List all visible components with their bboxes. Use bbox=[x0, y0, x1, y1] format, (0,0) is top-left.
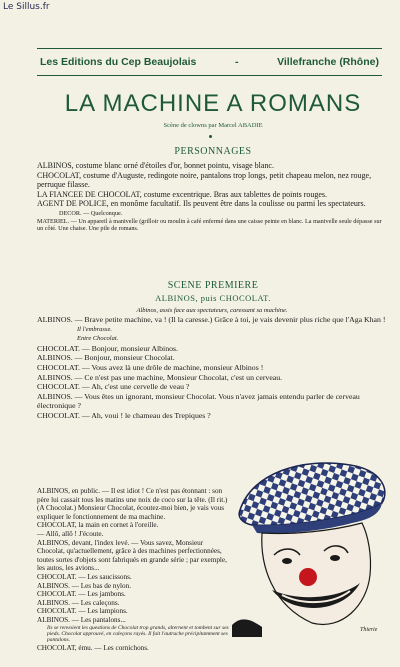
dialogue-line: ALBINOS, devant, l'index levé. — Vous savez, Monsieur Chocolat, qu'actuellement, grâce à des machines perfectionnées, toutes sortes d'objets sont fabriqués en grande série ; par exemple, les autos, les avions... bbox=[37, 538, 227, 573]
dialogue-line: ALBINOS. — Vous êtes un ignorant, monsieur Chocolat. Vous n'avez jamais entendu parler de cerveau électronique ? bbox=[37, 391, 360, 411]
dialogue-line: CHOCOLAT. — Ah, voui ! le chameau des Trepiques ? bbox=[37, 410, 211, 420]
dialogue-line: CHOCOLAT. — Les jambons. bbox=[37, 590, 126, 599]
banner-separator: - bbox=[234, 56, 239, 68]
character-entry: AGENT DE POLICE, en monôme facultatif. Ils peuvent être dans la coulisse ou parmi les spectateurs. bbox=[37, 199, 366, 208]
corner-label: Le Sillus.fr bbox=[3, 2, 50, 12]
dialogue-line: CHOCOLAT. — Les saucissons. bbox=[37, 572, 132, 581]
decor-line: DECOR. — Quelconque. bbox=[59, 209, 123, 217]
scene-characters: ALBINOS, puis CHOCOLAT. bbox=[155, 293, 271, 303]
dialogue-line: CHOCOLAT, la main en cornet à l'oreille. bbox=[37, 521, 159, 530]
dialogue-line: ALBINOS. — Les caleçons. bbox=[37, 598, 120, 607]
page-subtitle: Scène de clowns par Marcel ABADIE bbox=[163, 122, 263, 129]
artist-signature: Thierie bbox=[360, 627, 378, 633]
dialogue-line: — Allô, allô ! J'écoute. bbox=[37, 529, 104, 538]
dialogue-top bbox=[37, 307, 387, 421]
dialogue-line: CHOCOLAT. — Vous avez là une drôle de machine, monsieur Albinos ! bbox=[37, 362, 264, 372]
title-dot bbox=[209, 135, 212, 138]
dialogue-line: CHOCOLAT. — Les lampions. bbox=[37, 607, 128, 616]
dialogue-line: CHOCOLAT, ému. — Les cornichons. bbox=[37, 643, 149, 652]
dialogue-line: ALBINOS. — Les bas de nylon. bbox=[37, 581, 132, 590]
collar-left bbox=[232, 619, 262, 637]
eye-right bbox=[330, 555, 340, 561]
stage-direction: Il l'embrasse. bbox=[77, 325, 112, 333]
dialogue-line: ALBINOS. — Bonjour, monsieur Chocolat. bbox=[37, 353, 175, 363]
publisher-city: Villefranche (Rhône) bbox=[277, 56, 379, 68]
clown-illustration bbox=[232, 455, 392, 637]
publisher-name: Les Editions du Cep Beaujolais bbox=[40, 56, 197, 68]
stage-direction: Entre Chocolat. bbox=[77, 335, 119, 343]
character-entry: ALBINOS, costume blanc orné d'étoiles d'or, bonnet pointu, visage blanc. bbox=[37, 161, 274, 170]
stage-direction: Ils se renvoient les questions de Chocolat trop grands, alternent et tombent sur ses pieds. Chocolat approuvé, en caleçons rayés. Il fait l'autruche précipitamment ses pantalons. bbox=[47, 624, 229, 644]
eye-left bbox=[282, 558, 292, 564]
dialogue-line: ALBINOS. — Brave petite machine, va ! (Il la caresse.) Grâce à toi, je vais devenir plus riche que l'Aga Khan ! bbox=[37, 315, 386, 324]
stage-direction: Albinos, assis face aux spectateurs, caressant sa machine. bbox=[136, 307, 288, 314]
dialogue-line: ALBINOS. — Les pantalons... bbox=[37, 615, 126, 624]
red-nose bbox=[299, 568, 317, 586]
materiel-line: MATERIEL. — Un appareil à manivelle (grilloir ou moulin à café enfermé dans une caisse peinte en blanc. La manivelle seule dépasse sur un côté. Une chaise. Une pile de romans. bbox=[37, 217, 382, 232]
dialogue-line: CHOCOLAT. — Ah, c'est une cervelle de veau ? bbox=[37, 382, 190, 392]
dialogue-line: ALBINOS. — Ce n'est pas une machine, Monsieur Chocolat, c'est un cerveau. bbox=[37, 372, 283, 382]
publisher-banner bbox=[37, 48, 382, 76]
dialogue-bottom bbox=[37, 487, 231, 652]
scene-heading: SCENE PREMIERE bbox=[167, 280, 259, 291]
page-title: LA MACHINE A ROMANS bbox=[64, 90, 362, 117]
dialogue-line: ALBINOS, en public. — Il est idiot ! Ce n'est pas étonnant : son père lui cassait tous les matins une noix de coco sur la tête. (Il rit.) (A Chocolat.) Monsieur Chocolat, écoutez-moi bien, je vais vous expliquer le fonctionnement de ma machine. bbox=[37, 487, 228, 521]
personnages-list bbox=[37, 161, 387, 232]
dialogue-line: CHOCOLAT. — Bonjour, monsieur Albinos. bbox=[37, 343, 178, 353]
personnages-heading: PERSONNAGES bbox=[174, 146, 252, 157]
character-entry: LA FIANCEE DE CHOCOLAT, costume excentrique. Bras aux tablettes de points rouges. bbox=[37, 189, 328, 199]
character-entry: CHOCOLAT, costume d'Auguste, redingote noire, pantalons trop longs, petit chapeau melon, nez rouge, perruque filasse. bbox=[37, 170, 372, 189]
